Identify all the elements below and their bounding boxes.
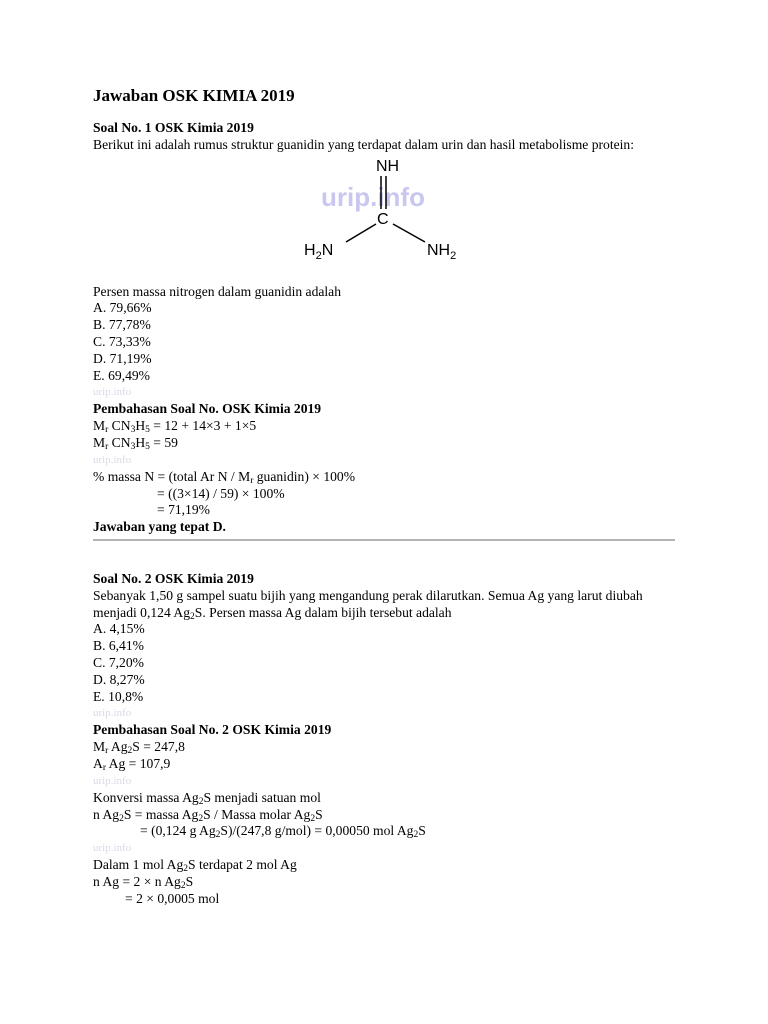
atom-h2n-left: $H_2N$	[304, 241, 334, 262]
q1-discussion-heading: Pembahasan Soal No. OSK Kimia 2019	[93, 401, 322, 417]
atom-c-center: C	[377, 210, 389, 228]
q2-mr-line: $M_r$ $Ag_2S = 247,8$	[93, 739, 185, 757]
q1-percent-line2: = ((3×14) / 59) × 100%	[157, 485, 285, 501]
structure-watermark: urip.info	[321, 181, 425, 212]
q2-option-a: A. 4,15%	[93, 621, 145, 637]
watermark: urip.info	[93, 707, 132, 720]
q2-heading: Soal No. 2 OSK Kimia 2019	[93, 570, 254, 586]
guanidine-structure-svg	[93, 154, 677, 284]
q1-option-d: D. 71,19%	[93, 350, 152, 366]
q2-nag-line2: = 2 × 0,0005 mol	[125, 890, 220, 906]
q2-nag-line: n Ag = 2 × n $Ag_2S$	[93, 873, 194, 891]
q2-text: Sebanyak 1,50 g sampel suatu bijih yang mengandung perak dilarutkan. Semua Ag yang larut diubah menjadi 0,124 $Ag_2S$. Persen massa Ag dalam bijih tersebut adalah	[93, 587, 643, 622]
atom-nh2-right: $NH_2$	[427, 241, 457, 262]
q1-answer: Jawaban yang tepat D.	[93, 519, 226, 535]
atom-nh-top: NH	[376, 157, 400, 175]
q2-option-c: C. 7,20%	[93, 654, 144, 670]
q1-percent-line1: % massa N = (total Ar N / $M_r$ guanidin) × 100%	[93, 468, 356, 486]
watermark: urip.info	[93, 453, 132, 466]
q1-percent-line3: = 71,19%	[157, 502, 210, 518]
q2-in1mol-line: Dalam 1 mol $Ag_2S$ terdapat 2 mol Ag	[93, 857, 297, 875]
q1-option-c: C. 73,33%	[93, 333, 151, 349]
q2-option-b: B. 6,41%	[93, 638, 144, 654]
q1-text: Berikut ini adalah rumus struktur guanidin yang terdapat dalam urin dan hasil metabolisme protein:	[93, 136, 634, 152]
bond-c-left	[346, 224, 376, 242]
q2-n-line: n $Ag_2S$ = massa $Ag_2S$ / Massa molar $Ag_2S$	[93, 806, 323, 824]
bond-c-right	[393, 224, 425, 242]
q2-convert-line: Konversi massa $Ag_2S$ menjadi satuan mol	[93, 789, 321, 807]
q2-discussion-heading: Pembahasan Soal No. 2 OSK Kimia 2019	[93, 722, 332, 738]
watermark: urip.info	[93, 386, 132, 399]
q2-n-line2: = (0,124 g $Ag_2S)/(247,8$ g/mol) = 0,00050 mol $Ag_2S$	[140, 823, 426, 841]
watermark: urip.info	[93, 774, 132, 787]
q1-mr-result: $M_r$ $CN_3H_5 = 59$	[93, 434, 178, 452]
q1-heading: Soal No. 1 OSK Kimia 2019	[93, 120, 254, 135]
q1-option-e: E. 69,49%	[93, 367, 151, 383]
watermark: urip.info	[93, 842, 132, 855]
page-title: Jawaban OSK KIMIA 2019	[93, 86, 295, 105]
document-page	[93, 86, 677, 908]
q1-option-b: B. 77,78%	[93, 317, 151, 333]
q2-option-e: E. 10,8%	[93, 688, 144, 704]
q1-mr-calc: $M_r$ $CN_3H_5 = 12 + 14\times 3 + 1\times 5$	[93, 418, 257, 436]
q2-ar-line: $A_r$ Ag = 107,9	[93, 755, 171, 773]
q1-option-a: A. 79,66%	[93, 300, 152, 316]
guanidine-structure	[93, 154, 677, 284]
q1-question: Persen massa nitrogen dalam guanidin adalah	[93, 283, 342, 299]
q2-option-d: D. 8,27%	[93, 671, 145, 687]
